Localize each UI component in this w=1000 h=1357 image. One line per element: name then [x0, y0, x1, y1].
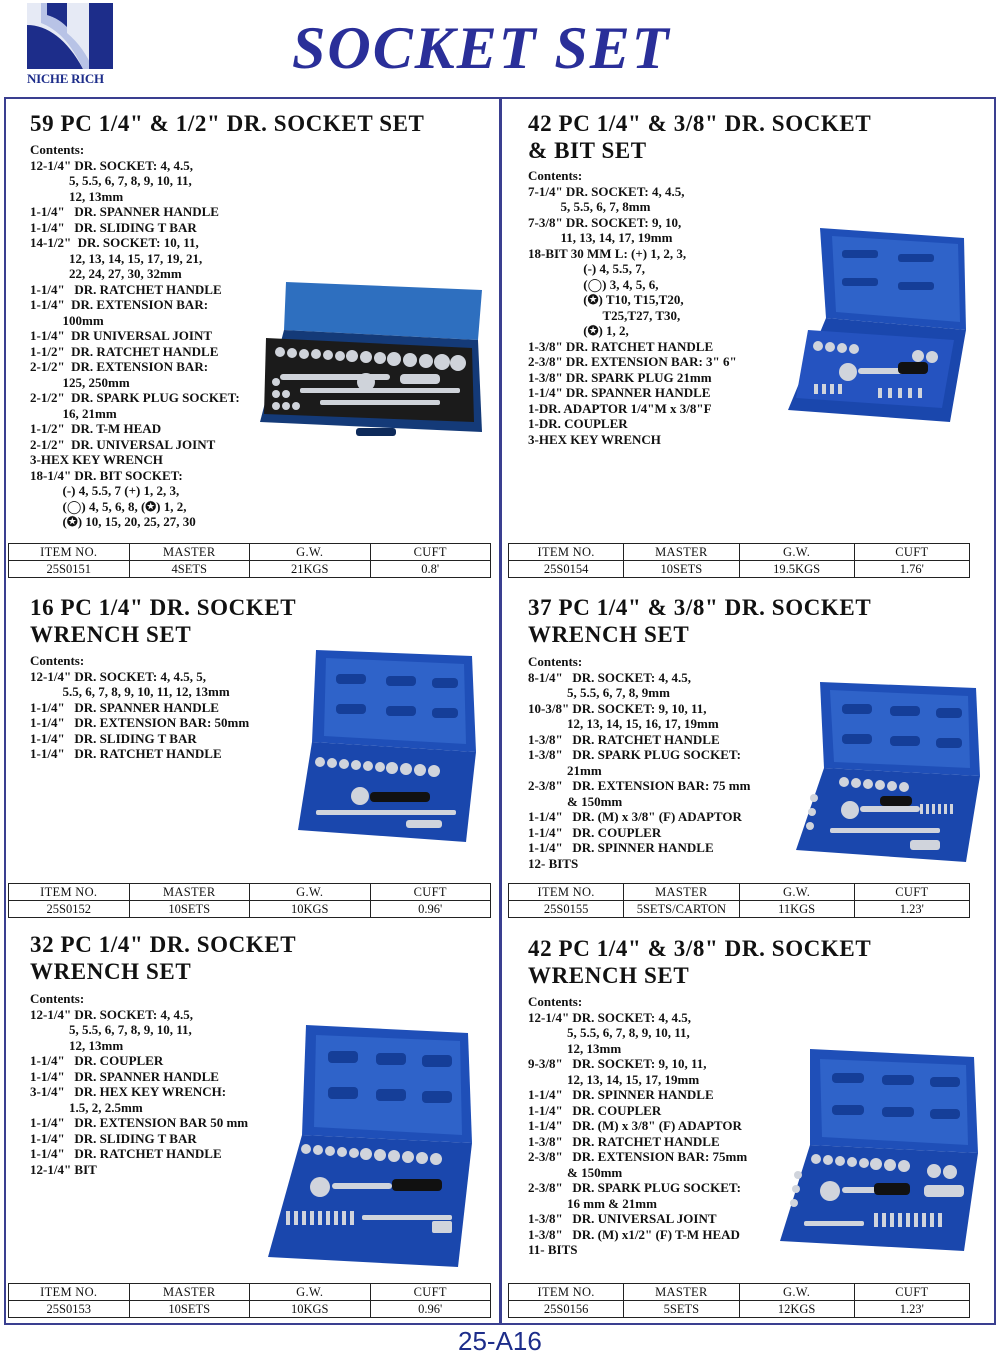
spec-header-gw: G.W. [739, 1284, 854, 1301]
spec-header-cuft: CUFT [370, 884, 491, 901]
spec-table [508, 543, 970, 578]
spec-master: 10SETS [129, 901, 250, 918]
product-contents: Contents: 12-1/4" DR. SOCKET: 4, 4.5, 5, 5.5, 6, 7, 8, 9, 10, 11, 12, 13mm 1-1/4" DR. SPANNER HANDLE 1-1/4" DR. SLIDING T BAR 14-1/2" DR. SOCKET: 10, 11, 12, 13, 14, 15, 17, 19, 21, 22, 24, 27, 30, 32mm 1-1/4" DR. RATCHET HANDLE 1-1/4" DR. EXTENSION BAR: 100mm 1-1/4" DR UNIVERSAL JOINT 1-1/2" DR. RATCHET HANDLE 2-1/2" DR. EXTENSION BAR: 125, 250mm 2-1/2" DR. SPARK PLUG SOCKET: 16, 21mm 1-1/2" DR. T-M HEAD 2-1/2" DR. UNIVERSAL JOINT 3-HEX KEY WRENCH 18-1/4" DR. BIT SOCKET: (-) 4, 5.5, 7 (+) 1, 2, 3, (◯) 4, 5, 6, 8, (✪) 1, 2, (✪) 10, 15, 20, 25, 27, 30 [30, 142, 240, 529]
spec-header-master: MASTER [624, 884, 739, 901]
product-panel-32pc [30, 931, 495, 1321]
spec-header-master: MASTER [624, 544, 739, 561]
product-contents: Contents: 12-1/4" DR. SOCKET: 4, 4.5, 5, 5.5, 6, 7, 8, 9, 10, 11, 12, 13mm 9-3/8" DR. SOCKET: 9, 10, 11, 12, 13, 14, 15, 17, 19mm 1-1/4" DR. SPINNER HANDLE 1-1/4" DR. COUPLER 1-1/4" DR. (M) x 3/8" (F) ADAPTOR 1-3/8" DR. RATCHET HANDLE 2-3/8" DR. EXTENSION BAR: 75mm & 150mm 2-3/8" DR. SPARK PLUG SOCKET: 16 mm & 21mm 1-3/8" DR. UNIVERSAL JOINT 1-3/8" DR. (M) x1/2" (F) T-M HEAD 11- BITS [528, 994, 748, 1257]
spec-header-master: MASTER [624, 1284, 739, 1301]
product-panel-59pc [30, 110, 495, 585]
product-title: 32 PC 1/4" DR. SOCKET WRENCH SET [30, 932, 297, 984]
spec-header-item: ITEM NO. [509, 1284, 624, 1301]
product-title: 42 PC 1/4" & 3/8" DR. SOCKET & BIT SET [528, 111, 872, 163]
spec-header-master: MASTER [129, 884, 250, 901]
spec-gw: 11KGS [739, 901, 854, 918]
spec-table [508, 1283, 970, 1318]
spec-table [8, 543, 491, 578]
spec-header-gw: G.W. [739, 884, 854, 901]
spec-cuft: 1.76' [854, 561, 969, 578]
spec-cuft: 0.96' [370, 1301, 491, 1318]
product-panel-42pc-wrench [528, 935, 993, 1321]
blue-case-photo [296, 646, 486, 846]
product-panel-16pc [30, 594, 495, 924]
spec-header-item: ITEM NO. [9, 1284, 130, 1301]
spec-item-no: 25S0154 [509, 561, 624, 578]
spec-item-no: 25S0153 [9, 1301, 130, 1318]
brand-logo [27, 3, 122, 91]
spec-item-no: 25S0155 [509, 901, 624, 918]
metal-case-photo [260, 282, 490, 452]
product-contents: Contents: 8-1/4" DR. SOCKET: 4, 4.5, 5, 5.5, 6, 7, 8, 9mm 10-3/8" DR. SOCKET: 9, 10, 11, 12, 13, 14, 15, 16, 17, 19mm 1-3/8" DR. RATCHET HANDLE 1-3/8" DR. SPARK PLUG SOCKET: 21mm 2-3/8" DR. EXTENSION BAR: 75 mm & 150mm 1-1/4" DR. (M) x 3/8" (F) ADAPTOR 1-1/4" DR. COUPLER 1-1/4" DR. SPINNER HANDLE 12- BITS [528, 654, 751, 871]
brand-name: NICHE RICH [27, 71, 104, 86]
spec-table [8, 883, 491, 918]
spec-master: 10SETS [624, 561, 739, 578]
spec-header-cuft: CUFT [854, 884, 969, 901]
spec-item-no: 25S0152 [9, 901, 130, 918]
spec-table [508, 883, 970, 918]
page-number: 25-A16 [458, 1326, 542, 1356]
product-title: 37 PC 1/4" & 3/8" DR. SOCKET WRENCH SET [528, 595, 872, 647]
blue-case-photo [778, 222, 978, 422]
spec-header-cuft: CUFT [854, 1284, 969, 1301]
spec-header-gw: G.W. [250, 1284, 371, 1301]
spec-header-master: MASTER [129, 544, 250, 561]
product-contents: Contents: 12-1/4" DR. SOCKET: 4, 4.5, 5, 5.5, 6, 7, 8, 9, 10, 11, 12, 13mm 1-1/4" DR. COUPLER 1-1/4" DR. SPANNER HANDLE 3-1/4" DR. HEX KEY WRENCH: 1.5, 2, 2.5mm 1-1/4" DR. EXTENSION BAR 50 mm 1-1/4" DR. SLIDING T BAR 1-1/4" DR. RATCHET HANDLE 12-1/4" BIT [30, 991, 249, 1177]
blue-case-photo [790, 678, 986, 864]
blue-case-photo [262, 1021, 502, 1271]
spec-header-cuft: CUFT [854, 544, 969, 561]
spec-gw: 21KGS [250, 561, 371, 578]
spec-header-item: ITEM NO. [9, 544, 130, 561]
product-title: 16 PC 1/4" DR. SOCKET WRENCH SET [30, 595, 297, 647]
blue-case-photo [774, 1045, 988, 1255]
spec-header-master: MASTER [129, 1284, 250, 1301]
spec-table [8, 1283, 491, 1318]
brand-logo-icon [27, 3, 113, 69]
spec-master: 4SETS [129, 561, 250, 578]
spec-master: 5SETS/CARTON [624, 901, 739, 918]
spec-header-item: ITEM NO. [509, 544, 624, 561]
spec-gw: 10KGS [250, 1301, 371, 1318]
spec-gw: 19.5KGS [739, 561, 854, 578]
page-header [0, 0, 1000, 96]
product-contents: Contents: 7-1/4" DR. SOCKET: 4, 4.5, 5, 5.5, 6, 7, 8mm 7-3/8" DR. SOCKET: 9, 10, 11, 13, 14, 17, 19mm 18-BIT 30 MM L: (+) 1, 2, 3, (-) 4, 5.5, 7, (◯) 3, 4, 5, 6, (✪) T10, T15,T20, T25,T27, T30, (✪) 1, 2, 1-3/8" DR. RATCHET HANDLE 2-3/8" DR. EXTENSION BAR: 3" 6" 1-3/8" DR. SPARK PLUG 21mm 1-1/4" DR. SPANNER HANDLE 1-DR. ADAPTOR 1/4"M x 3/8"F 1-DR. COUPLER 3-HEX KEY WRENCH [528, 168, 737, 447]
spec-cuft: 0.8' [370, 561, 491, 578]
product-title: 42 PC 1/4" & 3/8" DR. SOCKET WRENCH SET [528, 936, 872, 988]
product-panel-37pc [528, 594, 993, 924]
spec-header-gw: G.W. [250, 544, 371, 561]
product-title: 59 PC 1/4" & 1/2" DR. SOCKET SET [30, 111, 425, 136]
spec-master: 10SETS [129, 1301, 250, 1318]
page-title: SOCKET SET [292, 15, 671, 81]
spec-item-no: 25S0151 [9, 561, 130, 578]
spec-header-item: ITEM NO. [509, 884, 624, 901]
spec-header-cuft: CUFT [370, 544, 491, 561]
spec-cuft: 0.96' [370, 901, 491, 918]
spec-header-cuft: CUFT [370, 1284, 491, 1301]
spec-item-no: 25S0156 [509, 1301, 624, 1318]
spec-master: 5SETS [624, 1301, 739, 1318]
spec-gw: 10KGS [250, 901, 371, 918]
product-panel-42pc-bit [528, 110, 993, 585]
spec-cuft: 1.23' [854, 901, 969, 918]
product-contents: Contents: 12-1/4" DR. SOCKET: 4, 4.5, 5, 5.5, 6, 7, 8, 9, 10, 11, 12, 13mm 1-1/4" DR. SPANNER HANDLE 1-1/4" DR. EXTENSION BAR: 50mm 1-1/4" DR. SLIDING T BAR 1-1/4" DR. RATCHET HANDLE [30, 653, 250, 761]
spec-header-gw: G.W. [250, 884, 371, 901]
spec-cuft: 1.23' [854, 1301, 969, 1318]
spec-gw: 12KGS [739, 1301, 854, 1318]
spec-header-item: ITEM NO. [9, 884, 130, 901]
spec-header-gw: G.W. [739, 544, 854, 561]
